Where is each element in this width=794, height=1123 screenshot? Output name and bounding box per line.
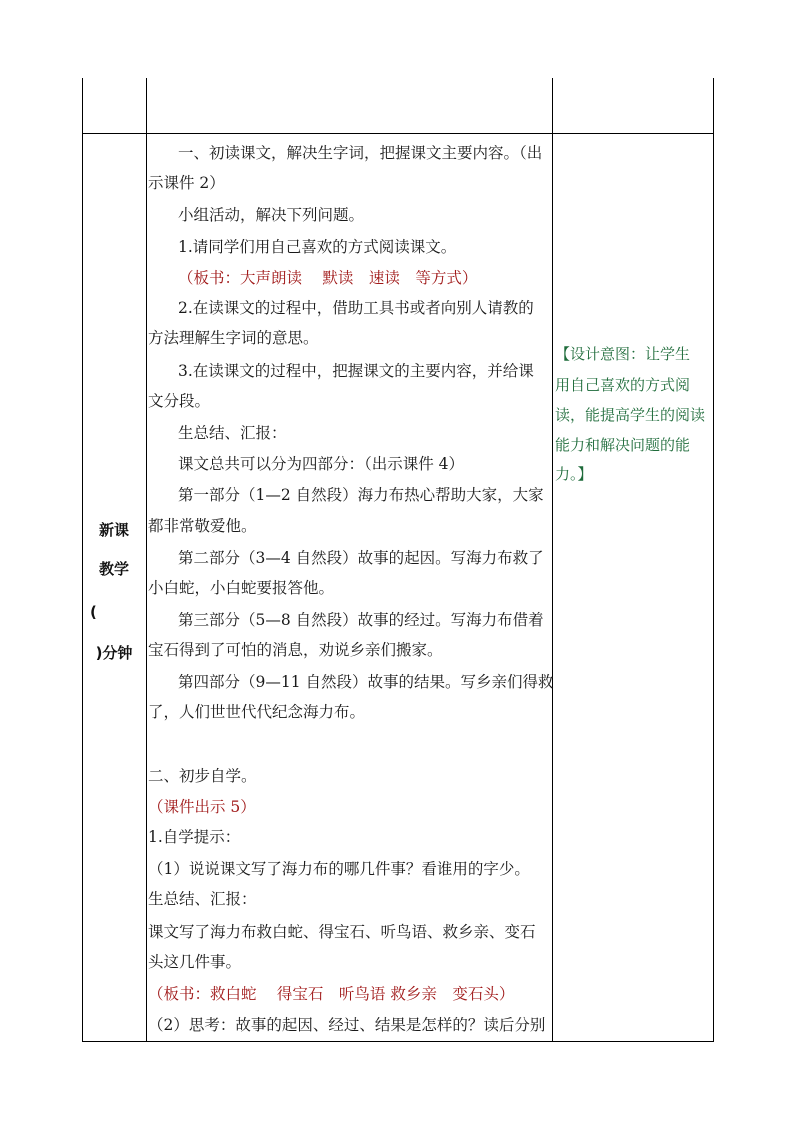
design-note-line4: 能力和解决问题的能 [555,436,691,454]
courseware-note: （课件出示 5） [148,798,256,816]
table-divider-1 [146,78,147,1042]
table-border-top-row [82,133,714,134]
para-10b: 小白蛇，小白蛇要报答他。 [148,579,335,597]
para-10a: 第二部分（3—4 自然段）故事的起因。写海力布救了 [178,549,544,567]
para-15: 1.自学提示： [148,828,241,846]
para-12a: 第四部分（9—11 自然段）故事的结果。写乡亲们得救 [178,673,554,691]
para-2: 小组活动，解决下列问题。 [178,206,365,224]
design-note-line3: 读，能提高学生的阅读 [555,406,706,424]
section-label-line2: 教学 [98,560,129,578]
design-note-line2: 用自己喜欢的方式阅 [555,376,691,394]
section-label-line3: ( [90,603,97,621]
para-8: 课文总共可以分为四部分：（出示课件 4） [178,455,465,473]
para-6a: 3.在读课文的过程中，把握课文的主要内容，并给课 [178,362,534,380]
section-label-line1: 新课 [98,521,129,539]
para-11a: 第三部分（5—8 自然段）故事的经过。写海力布借着 [178,611,544,629]
board-note-2: （板书：救白蛇 得宝石 听鸟语 救乡亲 变石头） [148,985,515,1003]
board-note-1: （板书：大声朗读 默读 速读 等方式） [178,269,478,287]
para-18b: 头这几件事。 [148,953,242,971]
para-9a: 第一部分（1—2 自然段）海力布热心帮助大家，大家 [178,486,544,504]
para-5b: 方法理解生字词的意思。 [148,329,319,347]
section-label-line4: )分钟 [95,644,133,662]
para-11b: 宝石得到了可怕的消息，劝说乡亲们搬家。 [148,641,443,659]
para-12b: 了，人们世世代代纪念海力布。 [148,703,366,721]
para-1a: 一、初读课文，解决生字词，把握课文主要内容。（出 [178,144,543,162]
para-5a: 2.在读课文的过程中，借助工具书或者向别人请教的 [178,299,534,317]
para-17: 生总结、汇报： [148,890,257,908]
table-border-right [713,78,714,1042]
para-3: 1.请同学们用自己喜欢的方式阅读课文。 [178,238,457,256]
para-16: （1）说说课文写了海力布的哪几件事？看谁用的字少。 [148,860,530,878]
para-6b: 文分段。 [148,392,211,410]
table-border-bottom [82,1041,714,1042]
table-divider-2 [552,78,553,1042]
para-18a: 课文写了海力布救白蛇、得宝石、听鸟语、救乡亲、变石 [148,923,536,941]
design-note-line5: 力。】 [555,465,593,483]
para-7: 生总结、汇报： [178,424,287,442]
para-9b: 都非常敬爱他。 [148,517,257,535]
para-1b: 示课件 2） [148,174,225,192]
section-heading-2: 二、初步自学。 [148,767,257,785]
design-note-line1: 【设计意图：让学生 [555,345,691,363]
para-20: （2）思考：故事的起因、经过、结果是怎样的？读后分别 [148,1016,546,1034]
